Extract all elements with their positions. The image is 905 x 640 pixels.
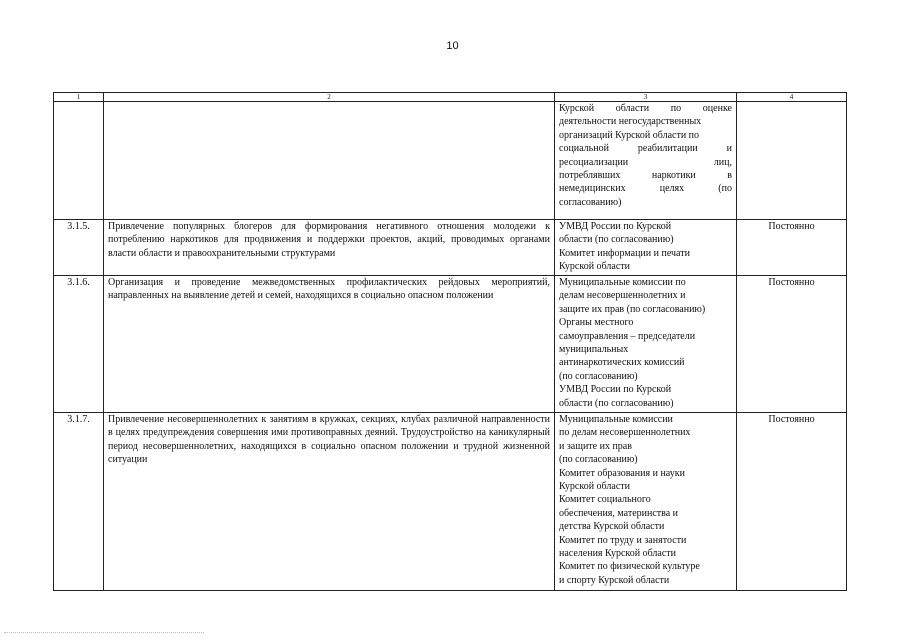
executor-line: и спорту Курской области [559,574,670,586]
executor-line: УМВД России по Курской [559,221,672,232]
continuation-deadline [737,102,847,220]
executor-line: населения Курской области [559,548,677,560]
executor-line: Комитет социального [559,494,651,506]
executor-line: и защите их прав [559,440,632,452]
executor-line: потреблявших наркотики в [559,170,732,182]
executor-line: Комитет образования и науки [559,467,685,479]
executor-line: Комитет информации и печати [559,247,690,259]
header-col-4: 4 [737,93,847,102]
table-row [54,413,847,591]
continuation-measure [104,102,555,220]
row-executor [555,276,737,413]
row-number: 3.1.5. [54,220,104,276]
executor-line: Курской области по оценке [559,103,732,114]
executor-line: детства Курской области [559,521,665,533]
continuation-row [54,102,847,220]
executor-line: муниципальных [559,344,629,356]
continuation-executor [555,102,737,220]
executor-line: области (по согласованию) [559,397,674,409]
executor-line: Муниципальные комиссии [559,414,673,425]
executor-line: немедицинских целях (по [559,183,732,195]
scan-artifact [4,632,204,636]
row-measure: Организация и проведение межведомственных профилактических рейдовых мероприятий, направленных на выявление детей и семей, находящихся в социально опасном положении [104,276,555,413]
measures-table [53,92,847,591]
row-executor [555,220,737,276]
executor-line: делам несовершеннолетних и [559,290,686,302]
executor-line: Комитет по труду и занятости [559,534,687,546]
executor-line: антинаркотических комиссий [559,357,685,369]
executor-line: (по согласованию) [559,370,638,382]
header-row [54,93,847,102]
row-executor [555,413,737,591]
executor-line: защите их прав (по согласованию) [559,303,706,315]
page-number: 10 [446,40,459,52]
executor-line: УМВД России по Курской [559,384,672,396]
row-number: 3.1.7. [54,413,104,591]
executor-line: самоуправления – председатели [559,330,696,342]
executor-line: Комитет по физической культуре [559,561,700,573]
header-col-3: 3 [555,93,737,102]
row-measure: Привлечение несовершеннолетних к занятиям в кружках, секциях, клубах различной направленности в целях предупреждения совершения ими противоправных деяний. Трудоустройство на каникулярный период несовершеннолетних, находящихся в социально опасном положении и трудной жизненной ситуации [104,413,555,591]
header-col-2: 2 [104,93,555,102]
executor-line: согласованию) [559,196,622,208]
executor-line: обеспечения, материнства и [559,507,679,519]
executor-line: Органы местного [559,317,634,329]
row-deadline: Постоянно [737,413,847,591]
executor-line: Курской области [559,481,630,493]
row-deadline: Постоянно [737,276,847,413]
row-number: 3.1.6. [54,276,104,413]
executor-line: организаций Курской области по [559,129,700,141]
executor-line: Курской области [559,261,630,273]
executor-line: области (по согласованию) [559,234,674,246]
table-row [54,276,847,413]
row-deadline: Постоянно [737,220,847,276]
executor-line: социальной реабилитации и [559,143,732,155]
table-row [54,220,847,276]
row-measure: Привлечение популярных блогеров для формирования негативного отношения молодежи к потреблению наркотиков для продвижения и поддержки проектов, акций, проводимых органами власти области и правоохранительными структурами [104,220,555,276]
executor-line: по делам несовершеннолетних [559,427,691,439]
continuation-num [54,102,104,220]
executor-line: Муниципальные комиссии по [559,277,686,288]
header-col-1: 1 [54,93,104,102]
executor-line: деятельности негосударственных [559,116,702,128]
executor-line: (по согласованию) [559,454,638,466]
executor-line: ресоциализации лиц, [559,156,732,168]
